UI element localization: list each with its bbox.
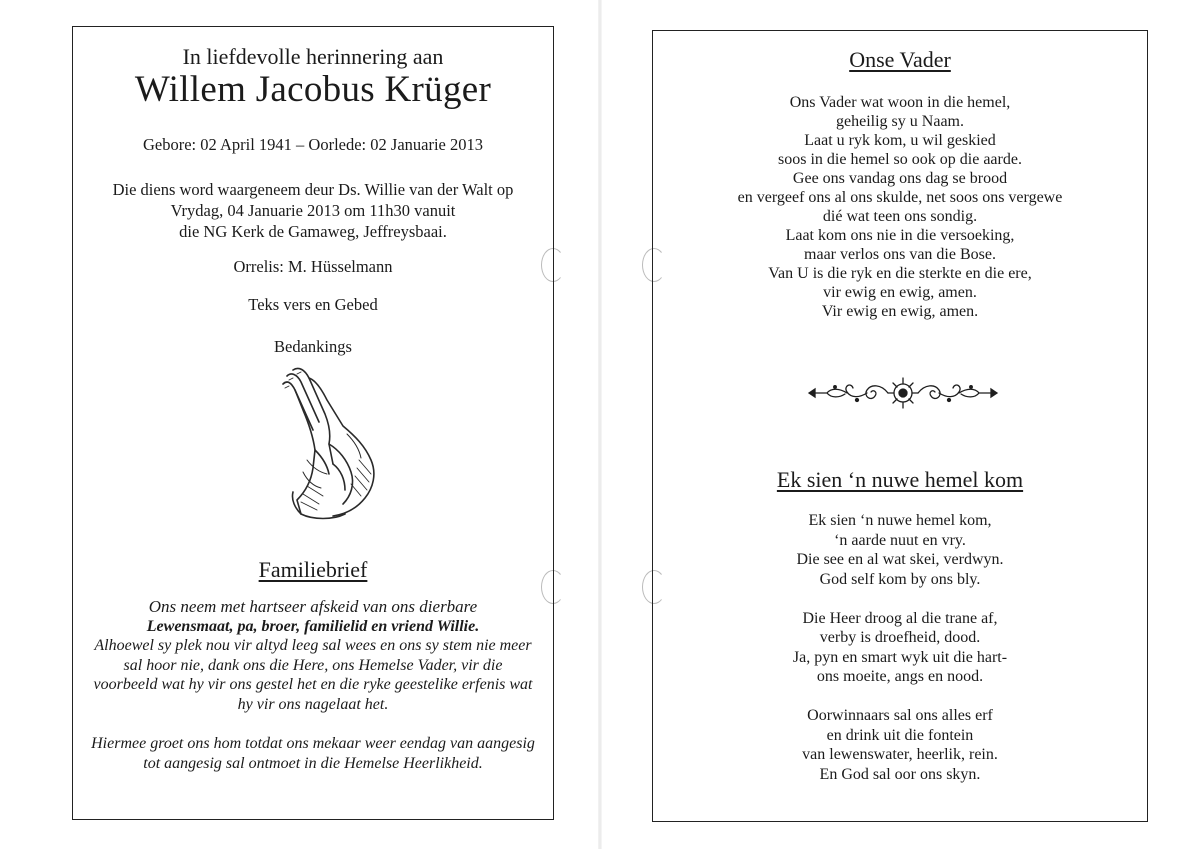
service-line: Die diens word waargeneem deur Ds. Willie van der Walt op bbox=[112, 180, 514, 199]
hymn-line: en drink uit die fontein bbox=[826, 726, 974, 744]
prayer-line: geheilig sy u Naam. bbox=[836, 113, 964, 130]
prayer-heading: Onse Vader bbox=[849, 47, 951, 72]
prayer-panel bbox=[652, 30, 1148, 822]
hymn-text bbox=[653, 511, 1147, 784]
family-letter-line: Hiermee groet ons hom totdat ons mekaar weer eendag van aangesig bbox=[91, 735, 535, 752]
family-letter-heading: Familiebrief bbox=[258, 557, 368, 582]
prayer-line: Ons Vader wat woon in die hemel, bbox=[789, 94, 1011, 111]
prayer-line: Laat u ryk kom, u wil geskied bbox=[804, 132, 996, 149]
family-letter-bold: Lewensmaat, pa, broer, familielid en vriend Willie. bbox=[146, 617, 480, 635]
prayer-line: Gee ons vandag ons dag se brood bbox=[792, 170, 1008, 187]
prayer-line: maar verlos ons van die Bose. bbox=[804, 246, 996, 263]
prayer-line: Vir ewig en ewig, amen. bbox=[821, 303, 979, 320]
family-letter-line: Alhoewel sy plek nou vir altyd leeg sal wees en ons sy stem nie meer bbox=[94, 637, 532, 654]
hymn-line: Die Heer droog al die trane af, bbox=[802, 609, 998, 627]
hymn-heading: Ek sien ‘n nuwe hemel kom bbox=[776, 467, 1024, 492]
organist-line: Orrelis: M. Hüsselmann bbox=[233, 257, 393, 276]
service-line: Vrydag, 04 Januarie 2013 om 11h30 vanuit bbox=[170, 201, 456, 220]
family-letter-line: sal hoor nie, dank ons die Here, ons Hemelse Vader, vir die bbox=[123, 656, 503, 674]
ornament-divider-icon bbox=[805, 376, 1001, 410]
praying-hands-icon bbox=[273, 364, 385, 524]
family-letter-line: tot aangesig sal ontmoet in die Hemelse Heerlikheid. bbox=[143, 754, 483, 772]
page-fold bbox=[598, 0, 602, 849]
thanks-line: Bedankings bbox=[274, 337, 352, 356]
prayer-line: Van U is die ryk en die sterkte en die ere, bbox=[768, 265, 1032, 282]
hymn-line: God self kom by ons bly. bbox=[819, 570, 981, 588]
hymn-line: verby is droefheid, dood. bbox=[819, 629, 981, 646]
birth-death-dates: Gebore: 02 April 1941 – Oorlede: 02 Januarie 2013 bbox=[142, 135, 483, 154]
hymn-line: En God sal oor ons skyn. bbox=[819, 765, 981, 783]
hymn-line: Die see en al wat skei, verdwyn. bbox=[796, 551, 1004, 568]
prayer-line: vir ewig en ewig, amen. bbox=[823, 284, 977, 301]
service-line: die NG Kerk de Gamaweg, Jeffreysbaai. bbox=[179, 222, 447, 241]
prayer-line: Laat kom ons nie in die versoeking, bbox=[785, 227, 1015, 244]
hymn-line: Ek sien ‘n nuwe hemel kom, bbox=[808, 512, 992, 529]
hymn-line: ons moeite, angs en nood. bbox=[816, 668, 984, 685]
prayer-line: en vergeef ons al ons skulde, net soos ons vergewe bbox=[737, 189, 1063, 206]
family-letter-lead: Ons neem met hartseer afskeid van ons dierbare bbox=[148, 597, 478, 616]
text-and-prayer-line: Teks vers en Gebed bbox=[248, 295, 378, 314]
family-letter-body bbox=[73, 597, 553, 773]
service-details bbox=[73, 179, 553, 242]
deceased-name: Willem Jacobus Krüger bbox=[134, 69, 492, 110]
family-letter-line: voorbeeld wat hy vir ons gestel het en die ryke geestelike erfenis wat bbox=[93, 676, 533, 693]
family-letter-line: hy vir ons nagelaat het. bbox=[237, 695, 389, 713]
prayer-line: soos in die hemel so ook op die aarde. bbox=[778, 151, 1022, 168]
hymn-line: Ja, pyn en smart wyk uit die hart- bbox=[792, 648, 1008, 666]
intro-line: In liefdevolle herinnering aan bbox=[182, 44, 444, 69]
hymn-line: ‘n aarde nuut en vry. bbox=[834, 531, 966, 549]
prayer-text bbox=[653, 93, 1147, 321]
hymn-line: Oorwinnaars sal ons alles erf bbox=[807, 707, 993, 724]
memorial-panel bbox=[72, 26, 554, 820]
hymn-line: van lewenswater, heerlik, rein. bbox=[802, 746, 998, 763]
prayer-line: dié wat teen ons sondig. bbox=[822, 208, 978, 225]
